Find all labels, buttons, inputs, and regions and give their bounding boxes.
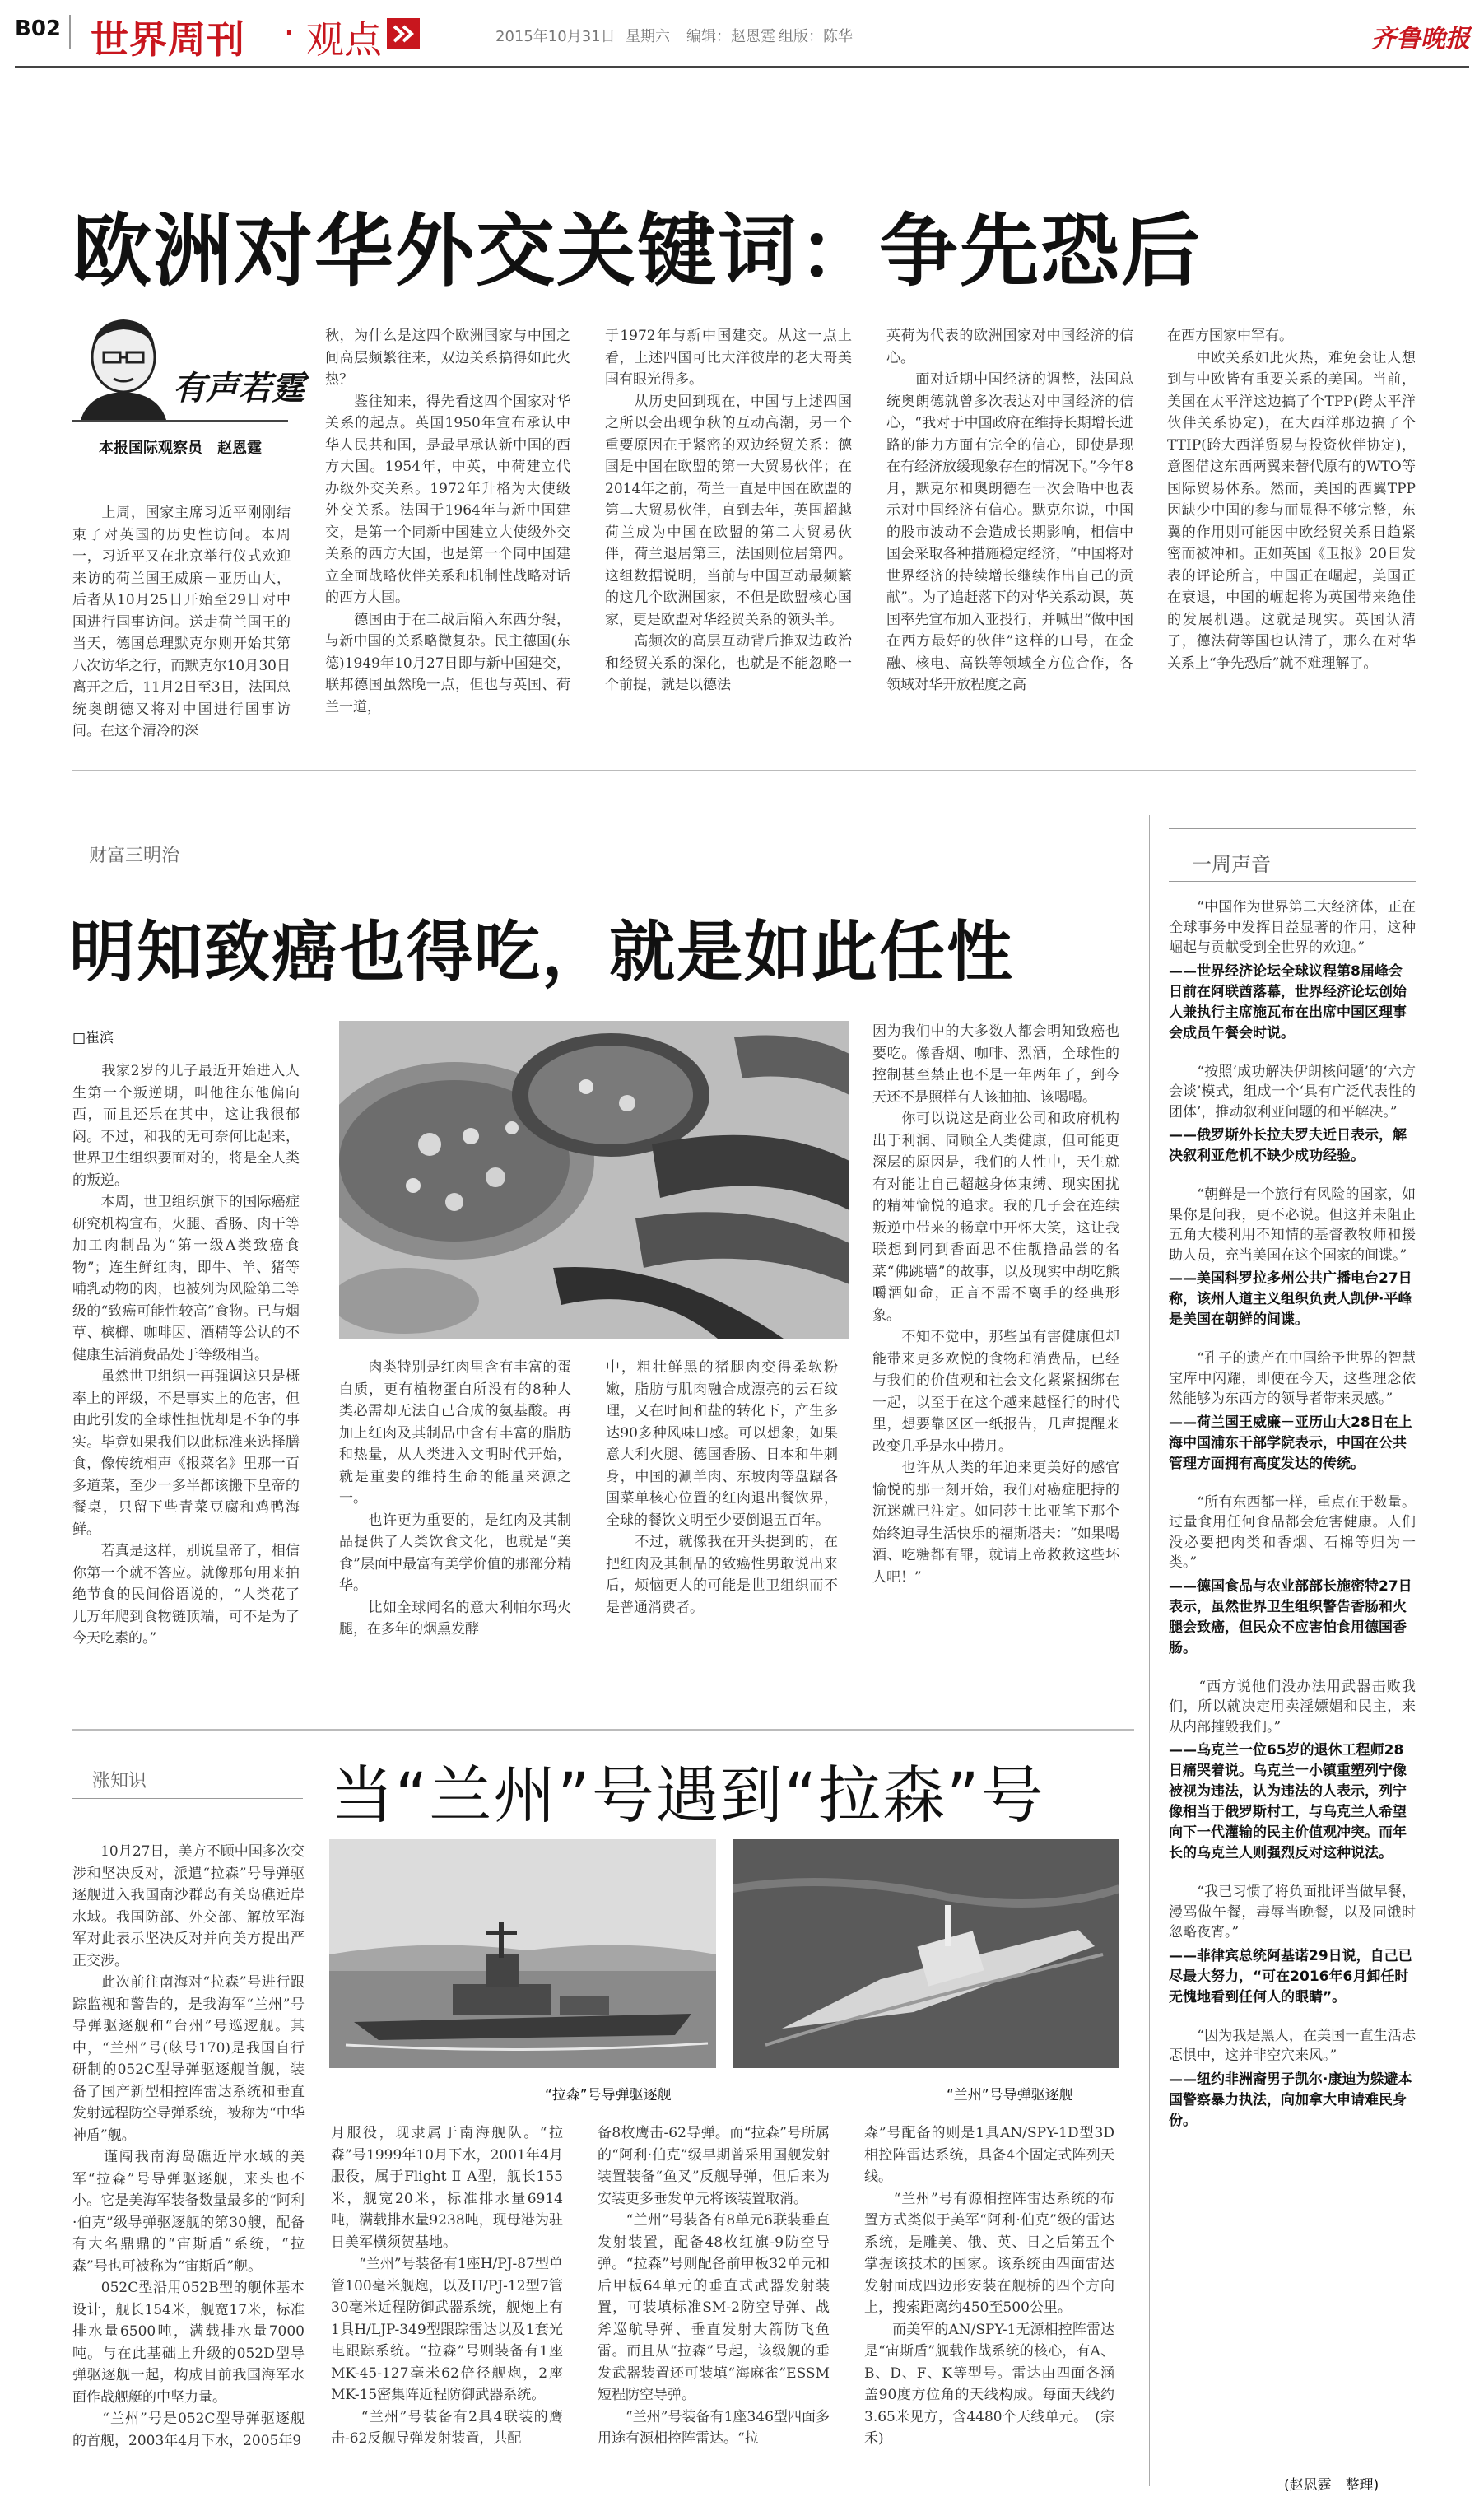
- sidebar-signoff: (赵恩霆 整理): [1284, 2477, 1379, 2494]
- sidebar-title-underline: [1169, 881, 1416, 882]
- article2-headline: 明知致癌也得吃，就是如此任性: [69, 914, 1014, 990]
- article2-bottom-rule: [72, 1729, 1134, 1731]
- quote-attribution: ——俄罗斯外长拉夫罗夫近日表示，解决叙利亚危机不缺少成功经验。: [1169, 1127, 1407, 1164]
- quote-attribution: ——德国食品与农业部部长施密特27日表示，虽然世界卫生组织警告香肠和火腿会致癌，但民众不应害怕食用德国香肠。: [1169, 1577, 1412, 1656]
- double-arrow-icon: [387, 18, 420, 49]
- lanzhou-caption: “兰州”号导弹驱逐舰: [947, 2087, 1073, 2103]
- paper-logo: 齐鲁晚报: [1371, 25, 1470, 54]
- quote-attribution: ——世界经济论坛全球议程第8届峰会日前在阿联酋落幕，世界经济论坛创始人兼执行主席施瓦布在出席中国区理事会成员午餐会时说。: [1169, 962, 1407, 1041]
- quote-text: “朝鲜是一个旅行有风险的国家，如果你是问我，更不必说。但这并未阻止五角大楼利用不知情的基督教牧师和援助人员，充当美国在这个国家的间谍。”: [1169, 1186, 1416, 1264]
- editor: 编辑：赵恩霆: [686, 28, 775, 45]
- issue-weekday: 星期六: [626, 28, 670, 45]
- sidebar-quote-list: [1169, 897, 1416, 2470]
- article3-col2: 月服役，现隶属于南海舰队。“拉森”号1999年10月下水，2001年4月服役，属于Flight Ⅱ A型，舰长155米，舰宽20米，标准排水量6914吨，满载排水量9238吨，现母港为驻日美军横须贺基地。 “兰州”号装备有1座H/PJ-87型单管100毫米舰炮，以及H/PJ-12型7管30毫米近程防御武器系统，舰炮上有1具H/LJP-349型跟踪雷达以及1套光电跟踪系统。“拉森”号则装备有1座MK-45-127毫米62倍径舰炮，2座MK-15密集阵近程防御武器系统。 “兰州”号装备有2具4联装的鹰击-62反舰导弹发射装置，共配: [331, 2125, 563, 2447]
- article1-byline: 本报国际观察员 赵恩霆: [99, 440, 262, 457]
- sidebar-quote: [1169, 897, 1416, 1044]
- article3-headline: 当“兰州”号遇到“拉森”号: [331, 1759, 1045, 1832]
- column-name-rule: [72, 420, 288, 422]
- sidebar-divider: [1149, 815, 1150, 2486]
- sidebar-quote: [1169, 1882, 1416, 2008]
- quote-text: “孔子的遗产在中国给予世界的智慧宝库中闪耀，即便在今天，这些理念依然能够为东西方的领导者带来灵感。”: [1169, 1350, 1416, 1407]
- larsen-caption: “拉森”号导弹驱逐舰: [545, 2087, 672, 2103]
- article1-col1: 上周，国家主席习近平刚刚结束了对英国的历史性访问。本周一，习近平又在北京举行仪式欢迎来访的荷兰国王威廉－亚历山大，后者从10月25日开始至29日对中国进行国事访问。送走荷兰国王的当天，德国总理默克尔则开始其第八次访华之行，而默克尔10月30日离开之后，11月2日至3日，法国总统奥朗德又将对中国进行国事访问。在这个清冷的深: [72, 505, 291, 739]
- article3-tag: 涨知识: [92, 1771, 147, 1791]
- lanzhou-photo: [733, 1839, 1119, 2068]
- quote-attribution: ——纽约非洲裔男子凯尔·康迪为躲避本国警察暴力执法，向加拿大申请难民身份。: [1169, 2071, 1412, 2129]
- sidebar-title-rule: [1169, 828, 1416, 829]
- sausage-photo: [339, 1021, 849, 1339]
- masthead-divider: [69, 15, 71, 49]
- article1-col2: 秋，为什么是这四个欧洲国家与中国之间高层频繁往来，双边关系搞得如此火热？ 鉴往知来，得先看这四个国家对华关系的起点。英国1950年宣布承认中华人民共和国，是最早承认新中国的西方大国。1954年，中英，中荷建立代办级外交关系。1972年升格为大使级外交关系。法国于1964年与新中国建交，是第一个同新中国建立大使级外交关系的西方大国，也是第一个同中国建立全面战略伙伴关系和机制性战略对话的西方大国。 德国由于在二战后陷入东西分裂，与新中国的关系略微复杂。民主德国(东德)1949年10月27日即与新中国建交，联邦德国虽然晚一点，但也与英国、荷兰一道，: [325, 328, 570, 715]
- sidebar-quote: [1169, 1349, 1416, 1474]
- issue-date: 2015年10月31日: [495, 28, 616, 45]
- article3-tag-rule: [72, 1798, 303, 1799]
- article3-col4: 森”号配备的则是1具AN/SPY-1D型3D相控阵雷达系统，具备4个固定式阵列天线。 “兰州”号有源相控阵雷达系统的布置方式类似于美军“阿利·伯克”级的雷达系统，是雕美、俄、英、日之后第五个掌握该技术的国家。该系统由四面雷达发射面成四边形安装在舰桥的四个方向上，搜索距离约450至500公里。 而美军的AN/SPY-1无源相控阵雷达是“宙斯盾”舰载作战系统的核心，有A、B、D、F、K等型号。雷达由四面各涵盖90度方位角的天线构成。每面天线约3.65米见方，含4480个天线单元。 (宗禾): [864, 2125, 1114, 2447]
- quote-text: “西方说他们没办法用武器击败我们，所以就决定用卖淫嫖娼和民主，来从内部摧毁我们。”: [1169, 1678, 1416, 1735]
- quote-attribution: ——乌克兰一位65岁的退休工程师28日痛哭着说。乌克兰一小镇重塑列宁像被视为违法，认为违法的人表示，列宁像相当于俄罗斯村工，与乌克兰人希望向下一代灌输的民主价值观冲突。而年长的乌克兰人则强烈反对这种说法。: [1169, 1742, 1407, 1861]
- column-name: 有声若霆: [173, 370, 305, 408]
- quote-text: “所有东西都一样，重点在于数量。过量食用任何食品都会危害健康。人们没必要把肉类和香烟、石棉等归为一类。”: [1169, 1493, 1416, 1571]
- sidebar-quote: [1169, 1677, 1416, 1865]
- article2-col2: 肉类特别是红肉里含有丰富的蛋白质，更有植物蛋白所没有的8种人类必需却无法自己合成的氨基酸。再加上红肉及其制品中含有丰富的脂肪和热量，从人类进入文明时代开始，就是重要的维持生命的能量来源之一。 也许更为重要的，是红肉及其制品提供了人类饮食文化，也就是“美食”层面中最富有美学价值的那部分精华。 比如全球闻名的意大利帕尔玛火腿，在多年的烟熏发酵: [339, 1359, 571, 1638]
- quote-text: “因为我是黑人，在美国一直生活忐忑惧中，这并非空穴来风。”: [1169, 2027, 1416, 2064]
- sidebar-quote: [1169, 1493, 1416, 1659]
- sidebar-quote: [1169, 2026, 1416, 2131]
- section-dot: ·: [283, 10, 295, 54]
- article2-tag: 财富三明治: [89, 846, 180, 866]
- masthead-rule: [15, 66, 1469, 68]
- larsen-photo: [329, 1839, 716, 2068]
- quote-text: “按照‘成功解决伊朗核问题’的‘六方会谈’模式，组成一个‘具有广泛代表性的团体’，推动叙利亚问题的和平解决。”: [1169, 1063, 1416, 1120]
- sidebar-quote: [1169, 1062, 1416, 1167]
- article1-headline: 欧洲对华外交关键词：争先恐后: [72, 205, 1202, 297]
- article3-col3: 备8枚鹰击-62导弹。而“拉森”号所属的“阿利·伯克”级早期曾采用国舰发射装置装备“鱼叉”反舰导弹，但后来为安装更多垂发单元将该装置取消。 “兰州”号装备有8单元6联装垂直发射装置，配备48枚红旗-9防空导弹。“拉森”号则配备前甲板32单元和后甲板64单元的垂直式武器发射装置，可装填标准SM-2防空导弹、战斧巡航导弹、垂直发射大箭防飞鱼雷。而且从“拉森”号起，该级舰的垂发武器装置还可装填“海麻雀”ESSM短程防空导弹。 “兰州”号装备有1座346型四面多用途有源相控阵雷达。“拉: [598, 2125, 830, 2447]
- article2-author: □崔滨: [72, 1030, 114, 1046]
- article1-col4: 英荷为代表的欧洲国家对中国经济的信心。 面对近期中国经济的调整，法国总统奥朗德就曾多次表达对中国经济的信心，“我对于中国政府在维持长期增长进路的能力方面有完全的信心，即使是现在有经济放缓现象存在的情况下。”今年8月，默克尔和奥朗德在一次会晤中也表示对中国经济有信心。默克尔说，中国的股市波动不会造成长期影响，相信中国会采取各种措施稳定经济，“中国将对世界经济的持续增长继续作出自己的贡献”。为了追赶落下的对华关系动课，英国率先宣布加入亚投行，并喊出“做中国在西方最好的伙伴”这样的口号，在金融、核电、高铁等领域全方位合作，各领域对华开放程度之高: [886, 328, 1133, 693]
- sidebar-title: 一周声音: [1192, 853, 1271, 876]
- article1-col3: 于1972年与新中国建交。从这一点上看，上述四国可比大洋彼岸的老大哥美国有眼光得多。 从历史回到现在，中国与上述四国之所以会出现争秋的互动高潮，另一个重要原因在于紧密的双边经贸关系：德国是中国在欧盟的第一大贸易伙伴；在2014年之前，荷兰一直是中国在欧盟的第二大贸易伙伴，直到去年，英国超越荷兰成为中国在欧盟的第二大贸易伙伴，荷兰退居第三，法国则位居第四。这组数据说明，当前与中国互动最频繁的这几个欧洲国家，不但是欧盟核心国家，更是欧盟对华经贸关系的领头羊。 高频次的高层互动背后推双边政治和经贸关系的深化，也就是不能忽略一个前提，就是以德法: [605, 328, 852, 693]
- article1-col5: 在西方国家中罕有。 中欧关系如此火热，难免会让人想到与中欧皆有重要关系的美国。当前，美国在太平洋这边搞了个TPP(跨太平洋伙伴关系协定)，在大西洋那边搞了个TTIP(跨大西洋贸易与投资伙伴协定)，意图借这东西两翼来替代原有的WTO等国际贸易体系。然而，美国的西翼TPP因缺少中国的参与而显得不够完整，东翼的作用则可能因中欧经贸关系日趋紧密而被冲和。正如英国《卫报》20日发表的评论所言，中国正在崛起，美国正在衰退，中国的崛起将为英国带来绝佳的发展机遇。这就是现实。英国认清了，德法荷等国也认清了，那么在对华关系上“争先恐后”就不难理解了。: [1167, 328, 1416, 672]
- article3-col1: 10月27日，美方不顾中国多次交涉和坚决反对，派遣“拉森”号导弹驱逐舰进入我国南沙群岛有关岛礁近岸水域。我国防部、外交部、解放军海军对此表示坚决反对并向美方提出严正交涉。 此次前往南海对“拉森”号进行跟踪监视和警告的，是我海军“兰州”号导弹驱逐舰和“台州”号巡逻舰。其中，“兰州”号(舷号170)是我国自行研制的052C型导弹驱逐舰首舰，装备了国产新型相控阵雷达系统和垂直发射远程防空导弹系统，被称为“中华神盾”舰。 谨闯我南海岛礁近岸水域的美军“拉森”号导弹驱逐舰，来头也不小。它是美海军装备数量最多的“阿利·伯克”级导弹驱逐舰的第30艘，配备有大名鼎鼎的“宙斯盾”系统，“拉森”号也可被称为“宙斯盾”舰。 052C型沿用052B型的舰体基本设计，舰长154米，舰宽17米，标准排水量6500吨，满载排水量7000吨。与在此基础上升级的052D型导弹驱逐舰一起，构成目前我国海军水面作战舰艇的中坚力量。 “兰州”号是052C型导弹驱逐舰的首舰，2003年4月下水，2005年9: [72, 1843, 305, 2449]
- article2-col1: 我家2岁的儿子最近开始进入人生第一个叛逆期，叫他往东他偏向西，而且还乐在其中，这让我很郁闷。不过，和我的无可奈何比起来，世界卫生组织要面对的，将是全人类的叛逆。 本周，世卫组织旗下的国际癌症研究机构宣布，火腿、香肠、肉干等加工肉制品为“第一级A类致癌食物”；连生鲜红肉，即牛、羊、猪等哺乳动物的肉，也被列为风险第二等级的“致癌可能性较高”食物。已与烟草、槟榔、咖啡因、酒精等公认的不健康生活消费品处于等级相当。 虽然世卫组织一再强调这只是概率上的评级，不是事实上的危害，但由此引发的全球性担忧却是不争的事实。毕竟如果我们以此标准来选择膳食，像传统相声《报菜名》里那一百多道菜，至少一多半都该搬下皇帝的餐桌，只留下些青菜豆腐和鸡鸭海鲜。 若真是这样，别说皇帝了，相信你第一个就不答应。就像那句用来拍绝节食的民间俗语说的，“人类花了几万年爬到食物链顶端，可不是为了今天吃素的。”: [72, 1063, 300, 1647]
- quote-text: “我已习惯了将负面批评当做早餐，漫骂做午餐，毒辱当晚餐，以及同饿时忽略夜宵。”: [1169, 1884, 1416, 1940]
- sidebar-quote: [1169, 1185, 1416, 1330]
- article2-col4: 因为我们中的大多数人都会明知致癌也要吃。像香烟、咖啡、烈酒，全球性的控制甚至禁止也不是一年两年了，到今天还不是照样有人该抽抽、该喝喝。 你可以说这是商业公司和政府机构出于利润、同顾全人类健康，但可能更深层的原因是，我们的人性中，天生就有对能让自己超越身体束缚、现实困扰的精神愉悦的追求。我的几子会在连续叛逆中带来的畅章中开怀大笑，这让我联想到同到香面思不住靓撸品尝的名菜“佛跳墙”的故事，以及现实中胡吃熊嚼酒如命，正言不需不离手的经典形象。 不知不觉中，那些虽有害健康但却能带来更多欢悦的食物和消费品，已经与我们的价值观和社会文化紧紧捆绑在一起，以至于在这个越来越怪行的时代里，想要靠区区一纸报告，几声提醒来改变几乎是水中捞月。 也许从人类的年迫来更美好的感官愉悦的那一刻开始，我们对癌症肥持的沉迷就已注定。如同莎士比亚笔下那个始终迫寻生活快乐的福斯塔夫：“如果喝酒、吃糖都有罪，就请上帝救救这些坏人吧！”: [872, 1023, 1119, 1586]
- article1-bottom-rule: [72, 770, 1416, 771]
- article2-col3: 中，粗壮鲜黑的猪腿肉变得柔软粉嫩，脂肪与肌肉融合成漂亮的云石纹理，又在时间和盐的转化下，产生多达90多种风味口感。可以想象，如果意大利火腿、德国香肠、日本和牛刺身，中国的涮羊肉、东坡肉等盘踞各国菜单核心位置的红肉退出餐饮界，全球的餐饮文明至少要倒退五百年。 不过，就像我在开头提到的，在把红肉及其制品的致癌性男敢说出来后，烦恼更大的可能是世卫组织而不是普通消费者。: [606, 1359, 838, 1616]
- masthead: [0, 0, 1484, 66]
- page-number: B02: [15, 16, 61, 41]
- quote-attribution: ——荷兰国王威廉－亚历山大28日在上海中国浦东干部学院表示，中国在公共管理方面拥有高度发达的传统。: [1169, 1414, 1412, 1472]
- section-title: 世界周刊: [91, 17, 245, 62]
- quote-attribution: ——菲律宾总统阿基诺29日说，自己已尽最大努力，“可在2016年6月卸任时无愧地看到任何人的眼睛”。: [1169, 1947, 1412, 2006]
- quote-text: “中国作为世界第二大经济体，正在全球事务中发挥日益显著的作用，这种崛起与贡献受到全世界的欢迎。”: [1169, 899, 1416, 956]
- quote-attribution: ——美国科罗拉多州公共广播电台27日称，该州人道主义组织负责人凯伊·平峰是美国在朝鲜的间谍。: [1169, 1270, 1412, 1328]
- layout-editor: 组版：陈华: [779, 28, 853, 45]
- subsection-title: 观点: [306, 17, 382, 62]
